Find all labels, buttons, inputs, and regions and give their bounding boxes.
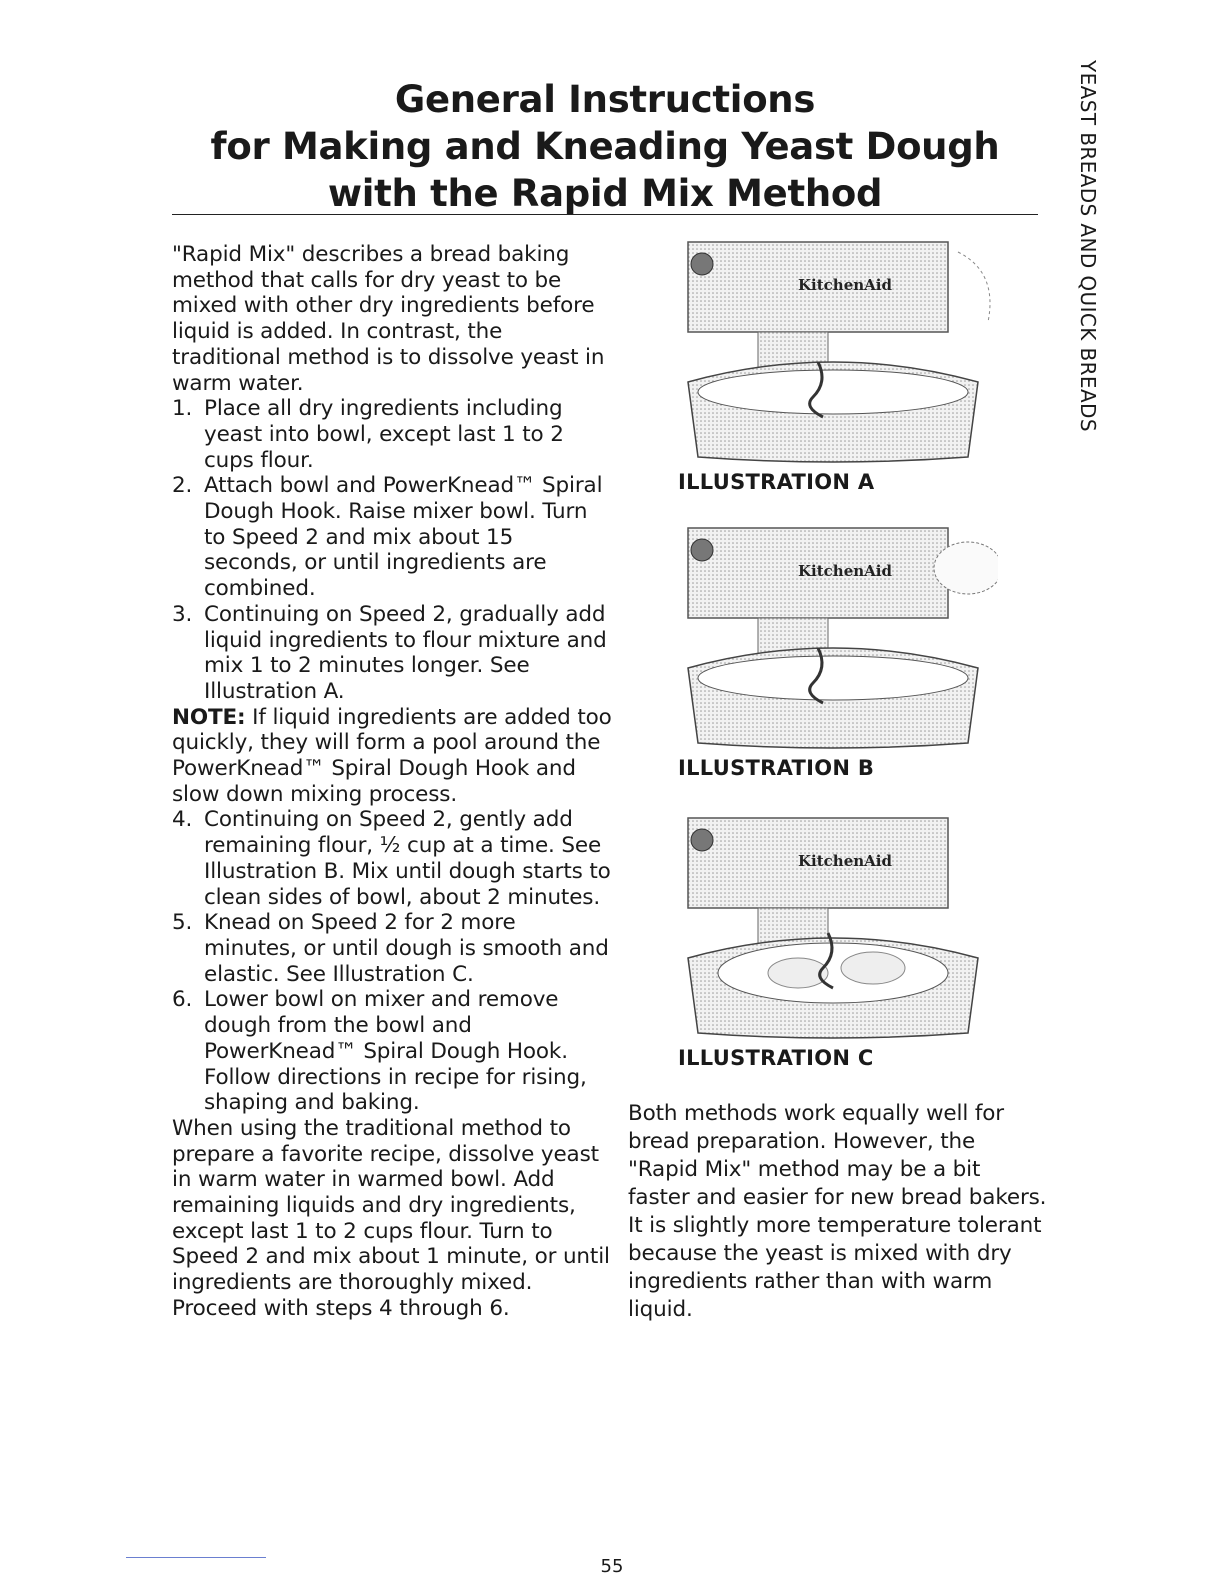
step-number: 2.	[172, 473, 193, 499]
caption-c: ILLUSTRATION C	[678, 1046, 874, 1070]
step-text: Place all dry ingredients including yeast into bowl, except last 1 to 2 cups flour.	[204, 396, 564, 473]
step-text: Continuing on Speed 2, gradually add liquid ingredients to flour mixture and mix 1 to 2 minutes longer. See Illustration A.	[204, 601, 607, 704]
traditional-method-paragraph: When using the traditional method to prepare a favorite recipe, dissolve yeast in warm water in warmed bowl. Add remaining liquids and dry ingredients, except last 1 to 2 cups flour. Turn to Speed 2 and mix about 1 minute, or until ingredients are thoroughly mixed. Proceed with steps 4 through 6.	[172, 1115, 610, 1321]
step-number: 5.	[172, 910, 193, 936]
brand-logo: KitchenAid	[798, 562, 892, 580]
brand-logo: KitchenAid	[798, 276, 892, 294]
closing-paragraph: Both methods work equally well for bread preparation. However, the "Rapid Mix" method may be a bit faster and easier for new bread bakers. It is slightly more temperature tolerant because the yeast is mixed with dry ingredients rather than with warm liquid.	[628, 1101, 1047, 1322]
mixer-illustration-c	[668, 808, 998, 1040]
section-tab-label: YEAST BREADS AND QUICK BREADS	[1076, 60, 1100, 432]
bowl-contents	[698, 656, 968, 700]
illustration-b	[668, 518, 998, 796]
speed-knob	[691, 829, 713, 851]
dough-lump	[841, 952, 905, 984]
step-item	[172, 910, 612, 987]
title-divider	[172, 214, 1038, 215]
speed-knob	[691, 539, 713, 561]
pour-stream	[958, 252, 990, 322]
page-number: 55	[600, 1556, 624, 1577]
section-tab	[1072, 60, 1102, 500]
brand-logo: KitchenAid	[798, 852, 892, 870]
step-item	[172, 396, 612, 473]
caption-b: ILLUSTRATION B	[678, 756, 875, 780]
illustration-a	[668, 232, 998, 510]
step-number: 3.	[172, 601, 193, 627]
step-text: Knead on Speed 2 for 2 more minutes, or until dough is smooth and elastic. See Illustration C.	[204, 910, 609, 987]
illustrations-column	[628, 232, 1048, 1086]
intro-paragraph: "Rapid Mix" describes a bread baking method that calls for dry yeast to be mixed with other dry ingredients before liquid is added. In contrast, the traditional method is to dissolve yeast in warm water.	[172, 242, 605, 396]
step-item	[172, 807, 612, 910]
caption-a: ILLUSTRATION A	[678, 470, 875, 494]
note-text: If liquid ingredients are added too quickly, they will form a pool around the PowerKnead™ Spiral Dough Hook and slow down mixing process.	[172, 704, 612, 807]
step-text: Attach bowl and PowerKnead™ Spiral Dough Hook. Raise mixer bowl. Turn to Speed 2 and mix about 15 seconds, or until ingredients are combined.	[204, 473, 603, 602]
speed-knob	[691, 253, 713, 275]
step-number: 4.	[172, 807, 193, 833]
step-number: 1.	[172, 396, 193, 422]
instructions-column	[172, 242, 612, 1322]
title-line-2: for Making and Kneading Yeast Dough	[210, 125, 1000, 168]
illustration-c	[668, 808, 998, 1086]
step-item	[172, 473, 612, 602]
step-text: Continuing on Speed 2, gently add remaining flour, ½ cup at a time. See Illustration B. Mix until dough starts to clean sides of bowl, about 2 minutes.	[204, 807, 611, 910]
step-text: Lower bowl on mixer and remove dough from the bowl and PowerKnead™ Spiral Dough Hook. Follow directions in recipe for rising, shaping and baking.	[204, 987, 587, 1116]
step-item	[172, 602, 612, 705]
bowl-contents	[698, 370, 968, 414]
title-line-3: with the Rapid Mix Method	[327, 172, 883, 215]
note-paragraph	[172, 705, 612, 808]
step-number: 6.	[172, 987, 193, 1013]
title-line-1: General Instructions	[394, 78, 816, 121]
steps-list-2	[172, 807, 612, 1115]
page-title	[170, 76, 1040, 217]
steps-list-1	[172, 396, 612, 704]
note-label: NOTE:	[172, 704, 246, 730]
step-item	[172, 987, 612, 1116]
mixer-illustration-a	[668, 232, 998, 464]
mixer-illustration-b	[668, 518, 998, 750]
